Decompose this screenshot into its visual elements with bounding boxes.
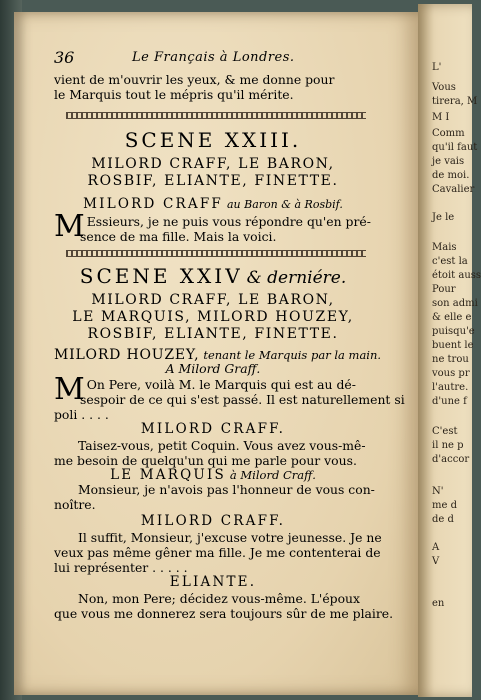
ornamental-rule: [66, 250, 366, 257]
scene-cast: ROSBIF, ELIANTE, FINETTE.: [87, 326, 339, 342]
running-head: Le Français à Londres.: [132, 50, 295, 65]
speaker-name: MILORD CRAFF.: [140, 421, 286, 437]
speech-line: poli . . . .: [54, 407, 109, 422]
stage-direction: à Milord Craff.: [229, 468, 316, 482]
scene-title-row: [54, 264, 372, 288]
page-header: [54, 48, 374, 68]
speaker-name: ELIANTE.: [169, 574, 257, 590]
next-page-fragment: Vous: [432, 82, 456, 93]
drop-cap: M: [54, 372, 85, 407]
next-page-fragment: d'une f: [432, 396, 467, 407]
next-page-fragment: C'est: [432, 426, 458, 437]
next-page-fragment: & elle e: [432, 312, 472, 323]
intro-line: le Marquis tout le mépris qu'il mérite.: [54, 87, 294, 102]
next-page-fragment: de moi.: [432, 170, 470, 181]
speaker-heading: [54, 467, 372, 483]
speech-line: noître.: [54, 497, 96, 512]
scene-title: SCENE XXIV: [79, 264, 243, 288]
ornamental-rule: [66, 112, 366, 119]
next-page-fragment: N': [432, 486, 444, 497]
next-page-fragment: en: [432, 598, 445, 609]
next-page-fragment: me d: [432, 500, 457, 511]
next-page-fragment: M I: [432, 112, 450, 123]
speech-line: me besoin de quelqu'un qui me parle pour vous.: [54, 453, 357, 468]
next-page-fragment: Pour: [432, 284, 456, 295]
next-page-fragment: vous pr: [432, 368, 470, 379]
speech-line: Essieurs, je ne puis vous répondre qu'en pré-: [86, 214, 371, 229]
stage-direction: [54, 361, 372, 376]
page-number: 36: [54, 48, 75, 67]
drop-cap: M: [54, 209, 85, 244]
scene-title-suffix: & derniére.: [246, 268, 347, 288]
next-page-fragment: l'autre.: [432, 382, 469, 393]
next-page-fragment: puisqu'e: [432, 326, 475, 337]
scene-cast: LE MARQUIS, MILORD HOUZEY,: [72, 309, 354, 325]
next-page-fragment: Comm: [432, 128, 465, 139]
next-page-fragment: L': [432, 62, 442, 73]
next-page-fragment: ne trou: [432, 354, 469, 365]
next-page-fragment: je vais: [432, 156, 465, 167]
speaker-heading: [54, 196, 372, 212]
next-page-fragment: étoit auss: [432, 270, 481, 281]
speech-line: que vous me donnerez sera toujours sûr de me plaire.: [54, 606, 394, 621]
speech-line: Il suffit, Monsieur, j'excuse votre jeunesse. Je ne: [78, 530, 382, 545]
speech-line: On Pere, voilà M. le Marquis qui est au dé-: [86, 377, 356, 392]
speaker-name: LE MARQUIS: [110, 467, 226, 483]
intro-line: vient de m'ouvrir les yeux, & me donne pour: [54, 72, 335, 87]
next-page-fragment: Cavalier: [432, 184, 475, 195]
next-page-fragment: c'est la: [432, 256, 468, 267]
speech-line: sespoir de ce qui s'est passé. Il est naturellement si: [80, 392, 405, 407]
speaker-name: MILORD HOUZEY,: [54, 347, 200, 363]
next-page-fragment: il ne p: [432, 440, 464, 451]
next-page-fragment: de d: [432, 514, 454, 525]
speech-line: veux pas même gêner ma fille. Je me contenterai de: [54, 545, 381, 560]
speech-line: Non, mon Pere; décidez vous-même. L'époux: [78, 591, 361, 606]
next-page-fragment: qu'il faut: [432, 142, 478, 153]
next-page-fragment: buent le: [432, 340, 474, 351]
stage-direction-text: A Milord Graff.: [165, 361, 261, 376]
next-page-fragment: d'accor: [432, 454, 470, 465]
next-page-fragment: Mais: [432, 242, 457, 253]
next-page-fragment: tirera, M: [432, 96, 478, 107]
speaker-name: MILORD CRAFF: [83, 196, 224, 212]
stage-direction: tenant le Marquis par la main.: [203, 348, 382, 362]
scene-cast: ROSBIF, ELIANTE, FINETTE.: [87, 173, 339, 189]
right-page-edge: [418, 4, 481, 697]
next-page-fragment: A: [432, 542, 440, 553]
speaker-name: MILORD CRAFF.: [140, 513, 286, 529]
next-page-fragment: V: [432, 556, 440, 567]
speech-line: sence de ma fille. Mais la voici.: [80, 229, 277, 244]
stage-direction: au Baron & à Rosbif.: [226, 198, 343, 211]
next-page-fragment: son admi: [432, 298, 478, 309]
scene-cast: MILORD CRAFF, LE BARON,: [91, 292, 335, 308]
scene-cast: MILORD CRAFF, LE BARON,: [91, 156, 335, 172]
speech-line: lui représenter . . . . .: [54, 560, 188, 575]
speech-line: Taisez-vous, petit Coquin. Vous avez vous-mê-: [78, 438, 366, 453]
next-page-fragment: Je le: [432, 212, 455, 223]
scene-title: SCENE XXIII.: [124, 128, 302, 152]
speech-line: Monsieur, je n'avois pas l'honneur de vous con-: [78, 482, 375, 497]
